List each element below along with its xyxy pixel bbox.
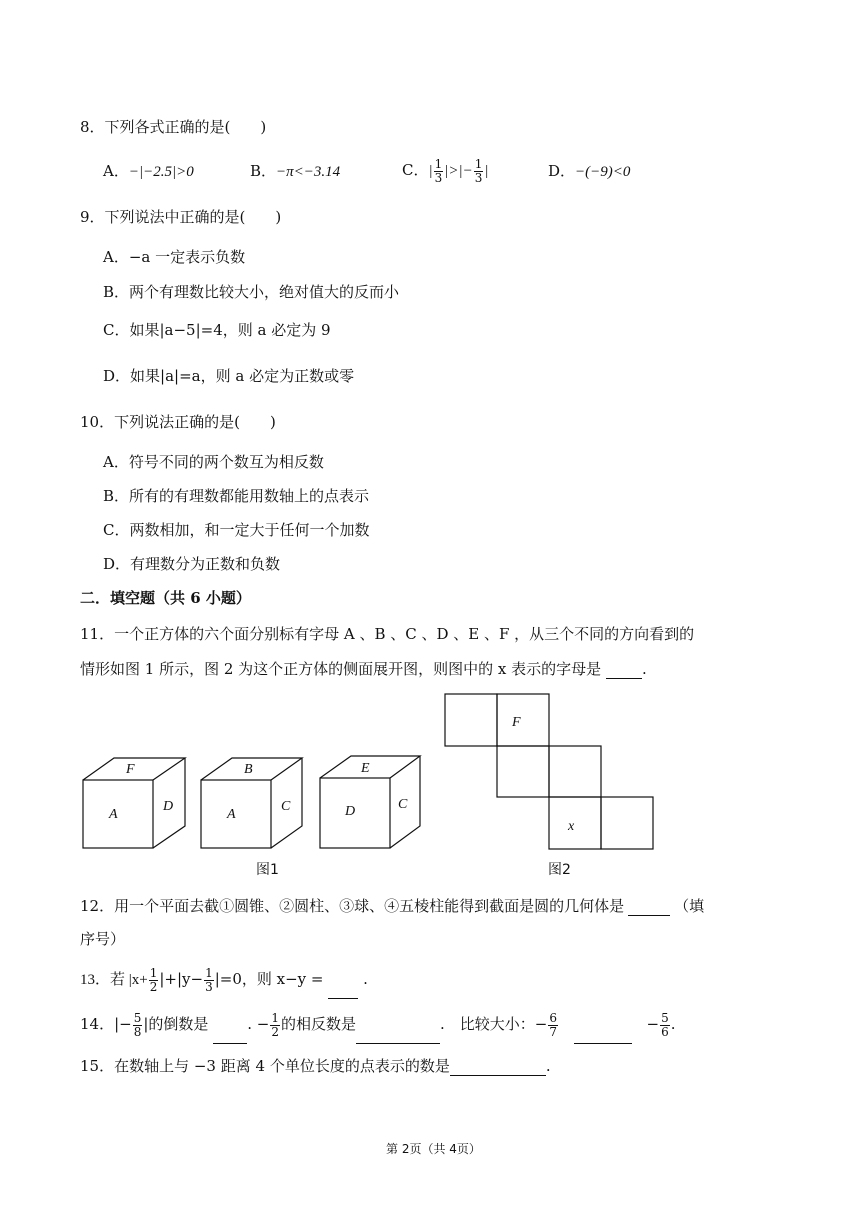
- fraction: [548, 1012, 558, 1039]
- q8-d-expr: −(−9)<0: [575, 164, 631, 180]
- period: .: [247, 1015, 252, 1033]
- figure1-caption: 图1: [256, 862, 279, 878]
- q13-suffix: |=0，则 x−y =: [214, 970, 324, 988]
- q12-line2: 序号）: [80, 930, 126, 948]
- numerator: 1: [205, 965, 213, 980]
- abs-bar: |: [484, 163, 489, 179]
- fraction: [270, 1012, 280, 1039]
- numerator: 5: [661, 1010, 669, 1025]
- cube2-side-label: C: [281, 799, 291, 814]
- numerator: 1: [474, 156, 483, 171]
- cube1-front-label: A: [109, 807, 118, 822]
- net-x-label: x: [568, 819, 575, 834]
- denominator: 3: [434, 170, 443, 185]
- option-label: A．: [103, 162, 129, 180]
- answer-blank[interactable]: [213, 1029, 247, 1044]
- cube2-top-label: B: [244, 762, 253, 777]
- abs-bar: |: [428, 163, 433, 179]
- period: .: [641, 660, 647, 678]
- period: .: [363, 970, 368, 988]
- q11-text: 情形如图 1 所示，图 2 为这个正方体的侧面展开图，则图中的 x 表示的字母是: [80, 660, 602, 678]
- q15: [80, 1056, 551, 1076]
- minus-sign: −: [256, 1015, 270, 1033]
- option-label: C．: [402, 161, 429, 179]
- q10-option-d: D．有理数分为正数和负数: [103, 555, 281, 573]
- q11-line1: 11．一个正方体的六个面分别标有字母 A 、B 、C 、D 、E 、F ，从三个不同的方向看到的: [80, 625, 695, 643]
- denominator: 8: [133, 1024, 142, 1039]
- cube3-side-label: C: [398, 797, 408, 812]
- denominator: 6: [661, 1024, 669, 1039]
- q9-stem: 9．下列说法中正确的是( ): [80, 208, 282, 226]
- q13: [80, 960, 368, 999]
- period: .: [545, 1057, 551, 1075]
- q12-text: 12．用一个平面去截①圆锥、②圆柱、③球、④五棱柱能得到截面是圆的几何体是: [80, 897, 625, 915]
- q10-option-b: B．所有的有理数都能用数轴上的点表示: [103, 487, 370, 505]
- q9-option-a: A．−a 一定表示负数: [103, 248, 246, 266]
- q10-option-c: C．两数相加，和一定大于任何一个加数: [103, 521, 370, 539]
- q12-tail: （填: [674, 897, 705, 915]
- numerator: 1: [434, 156, 443, 171]
- answer-blank[interactable]: [628, 901, 670, 916]
- minus-sign: −: [646, 1015, 660, 1033]
- numerator: 5: [133, 1010, 142, 1025]
- figure2-caption: 图2: [548, 862, 571, 878]
- q13-mid: |+|y−: [159, 970, 204, 988]
- denominator: 7: [549, 1024, 557, 1039]
- numerator: 6: [549, 1010, 557, 1025]
- q8-stem: 8．下列各式正确的是( ): [80, 118, 267, 136]
- cube1-top-label: F: [126, 762, 135, 777]
- denominator: 2: [271, 1024, 279, 1039]
- denominator: 3: [474, 170, 483, 185]
- page-footer: 第 2页（共 4页）: [386, 1142, 481, 1156]
- net-f-label: F: [512, 715, 521, 730]
- abs-compare: |>|−: [444, 163, 473, 179]
- answer-blank[interactable]: [328, 984, 358, 999]
- cube3-top-label: E: [361, 761, 370, 776]
- q9-option-c: C．如果|a−5|=4，则 a 必定为 9: [103, 321, 331, 339]
- answer-blank[interactable]: [574, 1029, 632, 1044]
- option-label: B．: [250, 162, 277, 180]
- q10-stem: 10．下列说法正确的是( ): [80, 413, 276, 431]
- section-heading: 二．填空题（共 6 小题）: [80, 589, 251, 607]
- answer-blank[interactable]: [356, 1029, 440, 1044]
- fraction: [149, 967, 159, 994]
- q10-option-a: A．符号不同的两个数互为相反数: [103, 453, 324, 471]
- q9-option-b: B．两个有理数比较大小，绝对值大的反而小: [103, 283, 400, 301]
- fraction: [204, 967, 214, 994]
- q14-prefix: 14．|−: [80, 1015, 132, 1033]
- answer-blank[interactable]: [450, 1061, 546, 1076]
- cube1-side-label: D: [163, 799, 174, 814]
- fraction: [660, 1012, 670, 1039]
- q15-text: 15．在数轴上与 −3 距离 4 个单位长度的点表示的数是: [80, 1057, 450, 1075]
- figure2-net: [445, 694, 653, 849]
- q9-option-d: D．如果|a|=a，则 a 必定为正数或零: [103, 367, 355, 385]
- q12-line1: [80, 896, 704, 916]
- cube2-front-label: A: [227, 807, 236, 822]
- q13-prefix: 13．若 |x+: [80, 972, 148, 988]
- cube3-front-label: D: [345, 804, 356, 819]
- denominator: 2: [149, 979, 158, 994]
- option-label: D．: [548, 162, 576, 180]
- q14: [80, 1004, 676, 1044]
- numerator: 1: [271, 1010, 279, 1025]
- q14-reciprocal-text: |的倒数是: [143, 1015, 209, 1033]
- q8-b-expr: −π<−3.14: [276, 164, 341, 180]
- denominator: 3: [205, 979, 213, 994]
- fraction: [133, 1012, 143, 1039]
- q14-opposite-text: 的相反数是: [280, 1015, 356, 1033]
- q8-a-expr: −|−2.5|>0: [128, 164, 194, 180]
- numerator: 1: [149, 965, 158, 980]
- period: .: [670, 1015, 676, 1033]
- q14-compare-text: . 比较大小：−: [440, 1015, 548, 1033]
